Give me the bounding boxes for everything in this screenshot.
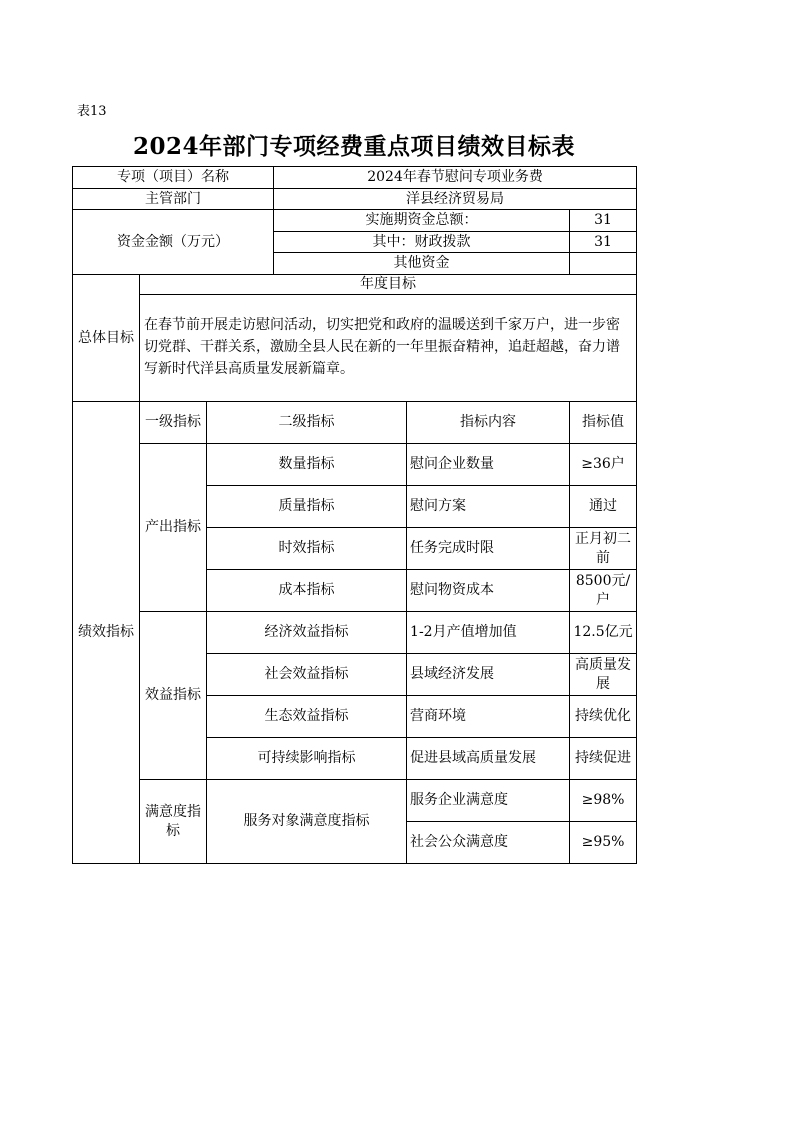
content-cell: 慰问物资成本 (407, 570, 570, 612)
value-cell: 正月初二前 (570, 528, 637, 570)
content-cell: 县域经济发展 (407, 654, 570, 696)
content-cell: 慰问方案 (407, 486, 570, 528)
annual-goal-header: 年度目标 (140, 275, 637, 295)
level2-cell: 社会效益指标 (207, 654, 407, 696)
content-cell: 服务企业满意度 (407, 780, 570, 822)
overall-goal-label: 总体目标 (73, 275, 140, 402)
value-cell: 持续优化 (570, 696, 637, 738)
content-cell: 社会公众满意度 (407, 822, 570, 864)
value-cell: 持续促进 (570, 738, 637, 780)
level2-cell: 生态效益指标 (207, 696, 407, 738)
table-row (73, 612, 637, 654)
content-cell: 营商环境 (407, 696, 570, 738)
header-level2: 二级指标 (207, 402, 407, 444)
fund-total-label: 实施期资金总额： (274, 210, 570, 232)
perf-indicator-label: 绩效指标 (73, 402, 140, 864)
fund-finance-label: 其中：财政拨款 (274, 232, 570, 253)
content-cell: 促进县域高质量发展 (407, 738, 570, 780)
row-overall-header (73, 275, 637, 295)
group-benefit: 效益指标 (140, 612, 207, 780)
row-fund-total (73, 210, 637, 232)
content-cell: 任务完成时限 (407, 528, 570, 570)
table-number: 表13 (77, 104, 107, 119)
header-content: 指标内容 (407, 402, 570, 444)
header-level1: 一级指标 (140, 402, 207, 444)
annual-goal-text: 在春节前开展走访慰问活动，切实把党和政府的温暖送到千家万户，进一步密切党群、干群关系，激励全县人民在新的一年里振奋精神，追赶超越，奋力谱写新时代洋县高质量发展新篇章。 (140, 295, 637, 402)
fund-total-value: 31 (570, 210, 637, 232)
group-satisfaction: 满意度指标 (140, 780, 207, 864)
fund-other-value (570, 253, 637, 275)
fund-finance-value: 31 (570, 232, 637, 253)
fund-other-label: 其他资金 (274, 253, 570, 275)
content-cell: 1-2月产值增加值 (407, 612, 570, 654)
group-output: 产出指标 (140, 444, 207, 612)
value-cell: ≥98% (570, 780, 637, 822)
table-row (73, 444, 637, 486)
project-name-label: 专项（项目）名称 (73, 167, 274, 189)
value-cell: ≥36户 (570, 444, 637, 486)
table-row (73, 780, 637, 822)
level2-cell: 可持续影响指标 (207, 738, 407, 780)
level2-cell: 数量指标 (207, 444, 407, 486)
content-cell: 慰问企业数量 (407, 444, 570, 486)
value-cell: 8500元/户 (570, 570, 637, 612)
performance-table (72, 166, 637, 864)
row-department (73, 189, 637, 210)
department-value: 洋县经济贸易局 (274, 189, 637, 210)
level2-cell: 经济效益指标 (207, 612, 407, 654)
row-project-name (73, 167, 637, 189)
document-title: 2024年部门专项经费重点项目绩效目标表 (132, 133, 575, 160)
level2-cell: 时效指标 (207, 528, 407, 570)
header-value: 指标值 (570, 402, 637, 444)
value-cell: 通过 (570, 486, 637, 528)
value-cell: ≥95% (570, 822, 637, 864)
level2-cell: 成本指标 (207, 570, 407, 612)
level2-cell: 质量指标 (207, 486, 407, 528)
row-overall-text (73, 295, 637, 402)
level2-satisfaction: 服务对象满意度指标 (207, 780, 407, 864)
department-label: 主管部门 (73, 189, 274, 210)
row-perf-headers (73, 402, 637, 444)
fund-amount-label: 资金金额（万元） (73, 210, 274, 275)
value-cell: 高质量发展 (570, 654, 637, 696)
project-name-value: 2024年春节慰问专项业务费 (274, 167, 637, 189)
value-cell: 12.5亿元 (570, 612, 637, 654)
